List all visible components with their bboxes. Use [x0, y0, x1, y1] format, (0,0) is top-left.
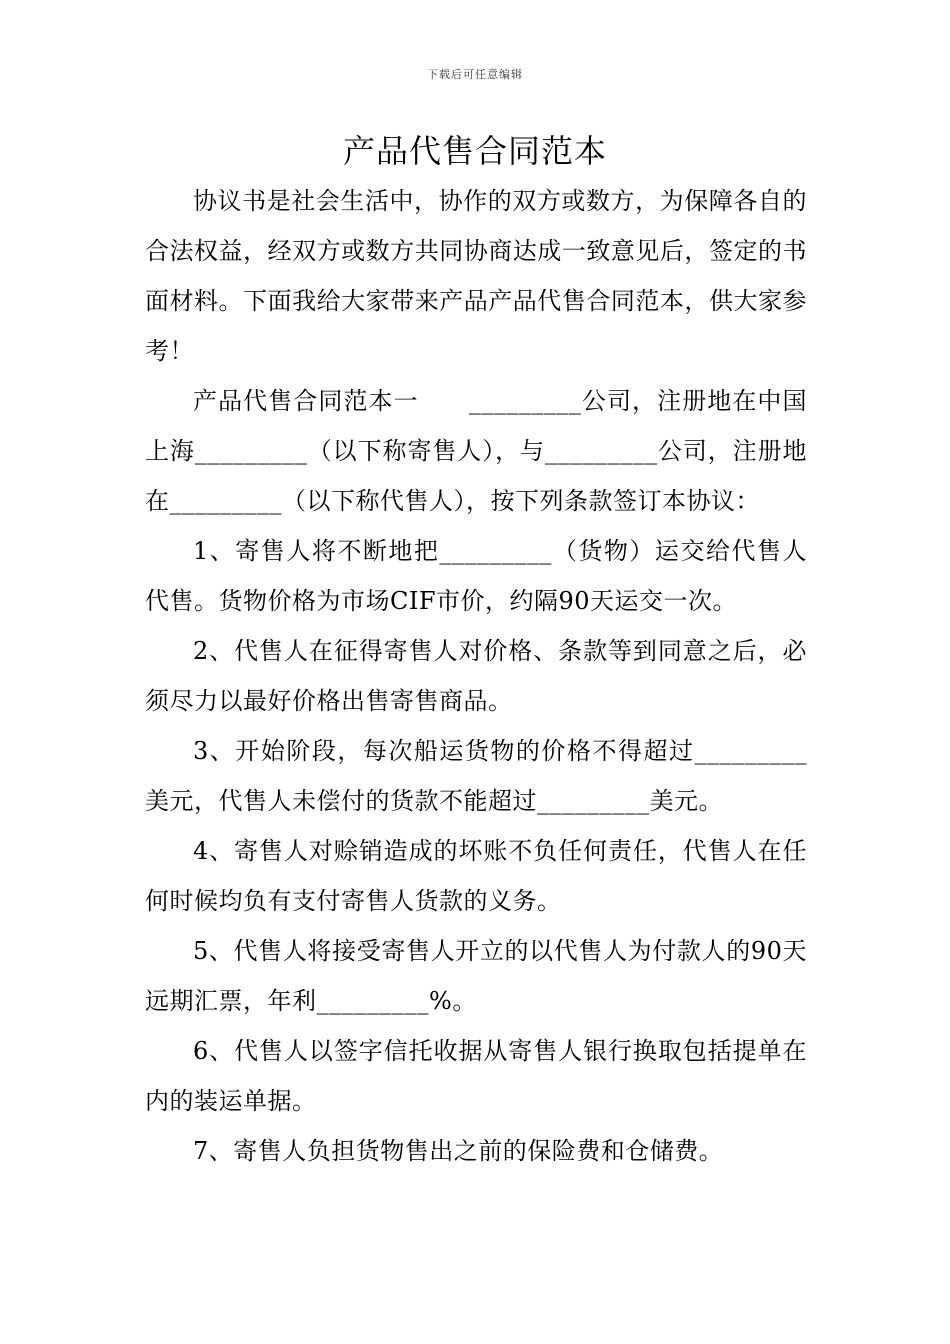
- clause-4: 4、寄售人对赊销造成的坏账不负任何责任，代售人在任何时候均负有支付寄售人货款的义务。: [145, 837, 807, 915]
- document-body: [145, 176, 807, 1176]
- intro-paragraph: 协议书是社会生活中，协作的双方或数方，为保障各自的合法权益，经双方或数方共同协商达成一致意见后，签定的书面材料。下面我给大家带来产品产品代售合同范本，供大家参考！: [145, 187, 807, 365]
- document-title: 产品代售合同范本: [342, 132, 607, 170]
- clause-5: 5、代售人将接受寄售人开立的以代售人为付款人的90天远期汇票，年利_________%。: [145, 937, 807, 1015]
- clause-6: 6、代售人以签字信托收据从寄售人银行换取包括提单在内的装运单据。: [145, 1037, 807, 1115]
- clause-3: 3、开始阶段，每次船运货物的价格不得超过_________美元，代售人未偿付的货款不能超过_________美元。: [145, 737, 807, 815]
- contract-parties-paragraph: 产品代售合同范本一 _________公司，注册地在中国上海_________（以下称寄售人），与_________公司，注册地在_________（以下称代售人），按下列条款签订本协议：: [145, 387, 807, 515]
- header-note: 下载后可任意编辑: [427, 68, 523, 81]
- clause-1: 1、寄售人将不断地把_________（货物）运交给代售人代售。货物价格为市场CIF市价，约隔90天运交一次。: [145, 537, 807, 615]
- clause-7: 7、寄售人负担货物售出之前的保险费和仓储费。: [193, 1137, 724, 1165]
- clause-2: 2、代售人在征得寄售人对价格、条款等到同意之后，必须尽力以最好价格出售寄售商品。: [145, 637, 807, 715]
